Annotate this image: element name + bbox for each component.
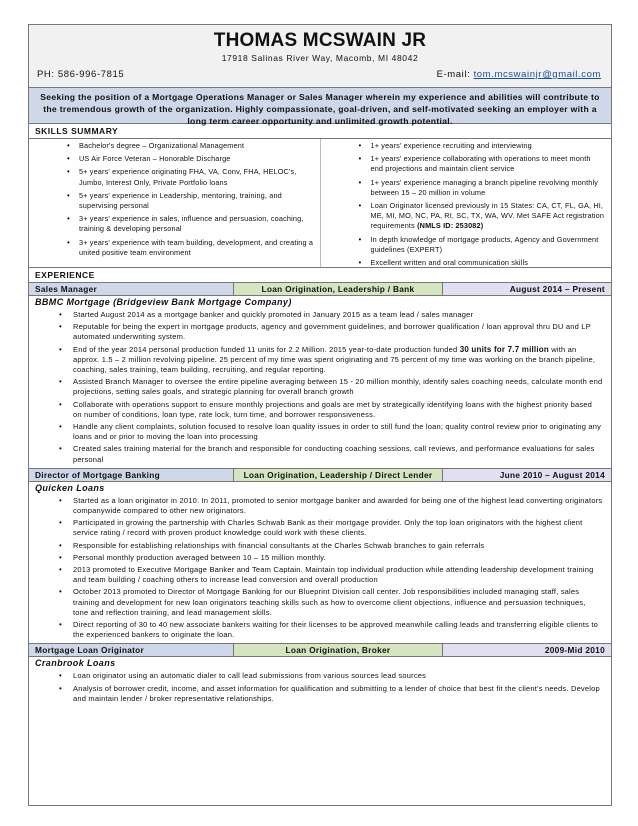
- list-item: • October 2013 promoted to Director of Mortgage Banking for our Blueprint Division call center. Job responsibilities included managing staff, sales training and development for new loan originators teaching skills such as how to overcome client objections, influence and persuasion techniques, tone and reflection training, and lead management skills.: [29, 587, 611, 618]
- objective: Seeking the position of a Mortgage Operations Manager or Sales Manager wherein my experience and abilities will contribute to the tremendous growth of the organization. Highly compassionate, goal-driven, and self-motivated seeking an employer with a long term career opportunity and unlimited growth potential.: [29, 88, 611, 124]
- company-name: Cranbrook Loans: [35, 658, 116, 669]
- list-item: • 1+ years' experience managing a branch pipeline revolving monthly between 15 – 20 million in volume: [321, 178, 612, 198]
- company-name: Quicken Loans: [35, 482, 105, 493]
- list-item: • In depth knowledge of mortgage products, Agency and Government guidelines (EXPERT): [321, 235, 612, 255]
- job-dates: August 2014 – Present: [443, 283, 611, 295]
- list-item: • Started as a loan originator in 2010. In 2011, promoted to senior mortgage banker and awarded for being one of the highest lead converting originators companywide compared to other new originators.: [29, 496, 611, 516]
- email-label: E-mail:: [436, 69, 474, 80]
- list-item: • Collaborate with operations support to ensure monthly projections and goals are met by strategically identifying loans with the highest priority based on number of conditions, loan type, rate lock, turn time, and borrower responsiveness.: [29, 400, 611, 420]
- list-item: • Loan originator using an automatic dialer to call lead submissions from various sources lead sources: [29, 671, 611, 681]
- list-item: • Created sales training material for the branch and responsible for conducting coaching sessions, call reviews, and performance evaluations for sales personal: [29, 444, 611, 464]
- list-item: • 5+ years' experience originating FHA, VA, Conv, FHA, HELOC's, Jumbo, Interest Only, Private Portfolio loans: [29, 167, 320, 187]
- job-focus: Loan Origination, Leadership / Bank: [234, 283, 443, 295]
- skills-summary: [29, 139, 611, 268]
- job-bullets: [29, 496, 611, 641]
- list-item: [29, 345, 611, 376]
- job-focus: Loan Origination, Leadership / Direct Lender: [234, 469, 443, 481]
- list-item: • Analysis of borrower credit, income, and asset information for qualification and submitting to a lender of choice that best fit the client's needs. Develop and maintain lender / broker representative relationships.: [29, 684, 611, 704]
- company-name: BBMC Mortgage (Bridgeview Bank Mortgage Company): [35, 297, 292, 307]
- nmls-id: (NMLS ID: 253082): [417, 221, 484, 231]
- job-title: Mortgage Loan Originator: [29, 644, 234, 656]
- job-dates: 2009-Mid 2010: [443, 644, 611, 656]
- email-line: [437, 69, 601, 80]
- list-item: • Bachelor's degree – Organizational Management: [29, 141, 320, 151]
- list-item: • US Air Force Veteran – Honorable Discharge: [29, 154, 320, 164]
- list-item: • 1+ years' experience collaborating with operations to meet month end projections and maintain client service: [321, 154, 612, 174]
- list-item: • 3+ years' experience in sales, influence and persuasion, coaching, training & developing personal: [29, 214, 320, 234]
- list-item: • Participated in growing the partnership with Charles Schwab Bank as their mortgage provider. Only the top loan originators with the highest client service rating / record with proven product knowledge could work with these clients.: [29, 518, 611, 538]
- job-title: Director of Mortgage Banking: [29, 469, 234, 481]
- email-link[interactable]: tom.mcswainjr@gmail.com: [473, 69, 601, 80]
- production-text: End of the year 2014 personal production funded 11 units for 2.2 Million. 2015 year-to-date production funded: [73, 344, 460, 354]
- list-item: • Started August 2014 as a mortgage banker and quickly promoted in January 2015 as a team lead / sales manager: [29, 310, 611, 320]
- candidate-name: THOMAS MCSWAIN JR: [213, 30, 427, 51]
- job-bullets: [29, 310, 611, 465]
- list-item: • Assisted Branch Manager to oversee the entire pipeline averaging between 15 - 20 million monthly, identify sales coaching needs, calculate month end projections, setting sales goals, and strategic planning for overall branch growth: [29, 377, 611, 397]
- list-item: • Handle any client complaints, solution focused to resolve loan quality issues in order to still fund the loan; quality control review prior to originating any loans and or prior to moving the loan into processing: [29, 422, 611, 442]
- list-item: • 5+ years' experience in Leadership, mentoring, training, and supervising personal: [29, 191, 320, 211]
- list-item: [321, 201, 612, 232]
- phone: PH: 586-996-7815: [37, 69, 125, 80]
- list-item: • Excellent written and oral communication skills: [321, 258, 612, 268]
- job-dates: June 2010 – August 2014: [443, 469, 611, 481]
- license-text: Loan Originator licensed previously in 15 States: CA, CT, FL, GA, HI, ME, MI, MO, NC, PA, RI, SC, TX, WA, WV. Met SAFE Act registration requirements: [370, 201, 605, 231]
- list-item: • Reputable for being the expert in mortgage products, agency and government guidelines, and borrower qualification / loan approval thru DU and LP automated underwriting system.: [29, 322, 611, 342]
- production-text-rest: with an approx. 1.5 – 2 million revolving pipeline. 25 percent of my time was spent originating and 75 percent of my time was working on the branch pipeline, coaching, sales training, team building, recruiting, and regular reporting.: [73, 344, 596, 375]
- job-title: Sales Manager: [29, 283, 234, 295]
- skills-right-list: [320, 139, 612, 267]
- skills-heading: SKILLS SUMMARY: [29, 124, 611, 139]
- skills-left-list: [29, 139, 320, 267]
- list-item: • Direct reporting of 30 to 40 new associate bankers waiting for their licenses to be approved meanwhile calling leads and transferring eligible clients to the experienced bankers to originate the loan.: [29, 620, 611, 640]
- experience-heading: EXPERIENCE: [35, 270, 95, 280]
- job-focus: Loan Origination, Broker: [234, 644, 443, 656]
- list-item: • 1+ years' experience recruiting and interviewing: [321, 141, 612, 151]
- job-header: [29, 468, 611, 482]
- production-highlight: 30 units for 7.7 million: [459, 344, 549, 354]
- list-item: • 3+ years' experience with team building, development, and creating a united positive team environment: [29, 238, 320, 258]
- resume-page: [28, 24, 612, 806]
- job-bullets: [29, 671, 611, 704]
- list-item: • Personal monthly production averaged between 10 – 15 million monthly.: [29, 553, 611, 563]
- list-item: • 2013 promoted to Executive Mortgage Banker and Team Captain. Maintain top individual production while attending leadership development training and team building / coaching others to increase lead conversion and overall production: [29, 565, 611, 585]
- resume-header: [29, 25, 611, 88]
- list-item: • Responsible for establishing relationships with financial consultants at the Charles Schwab branches to gain referrals: [29, 541, 611, 551]
- address: 17918 Salinas River Way, Macomb, MI 48042: [221, 53, 419, 63]
- job-header: [29, 282, 611, 296]
- job-header: [29, 643, 611, 657]
